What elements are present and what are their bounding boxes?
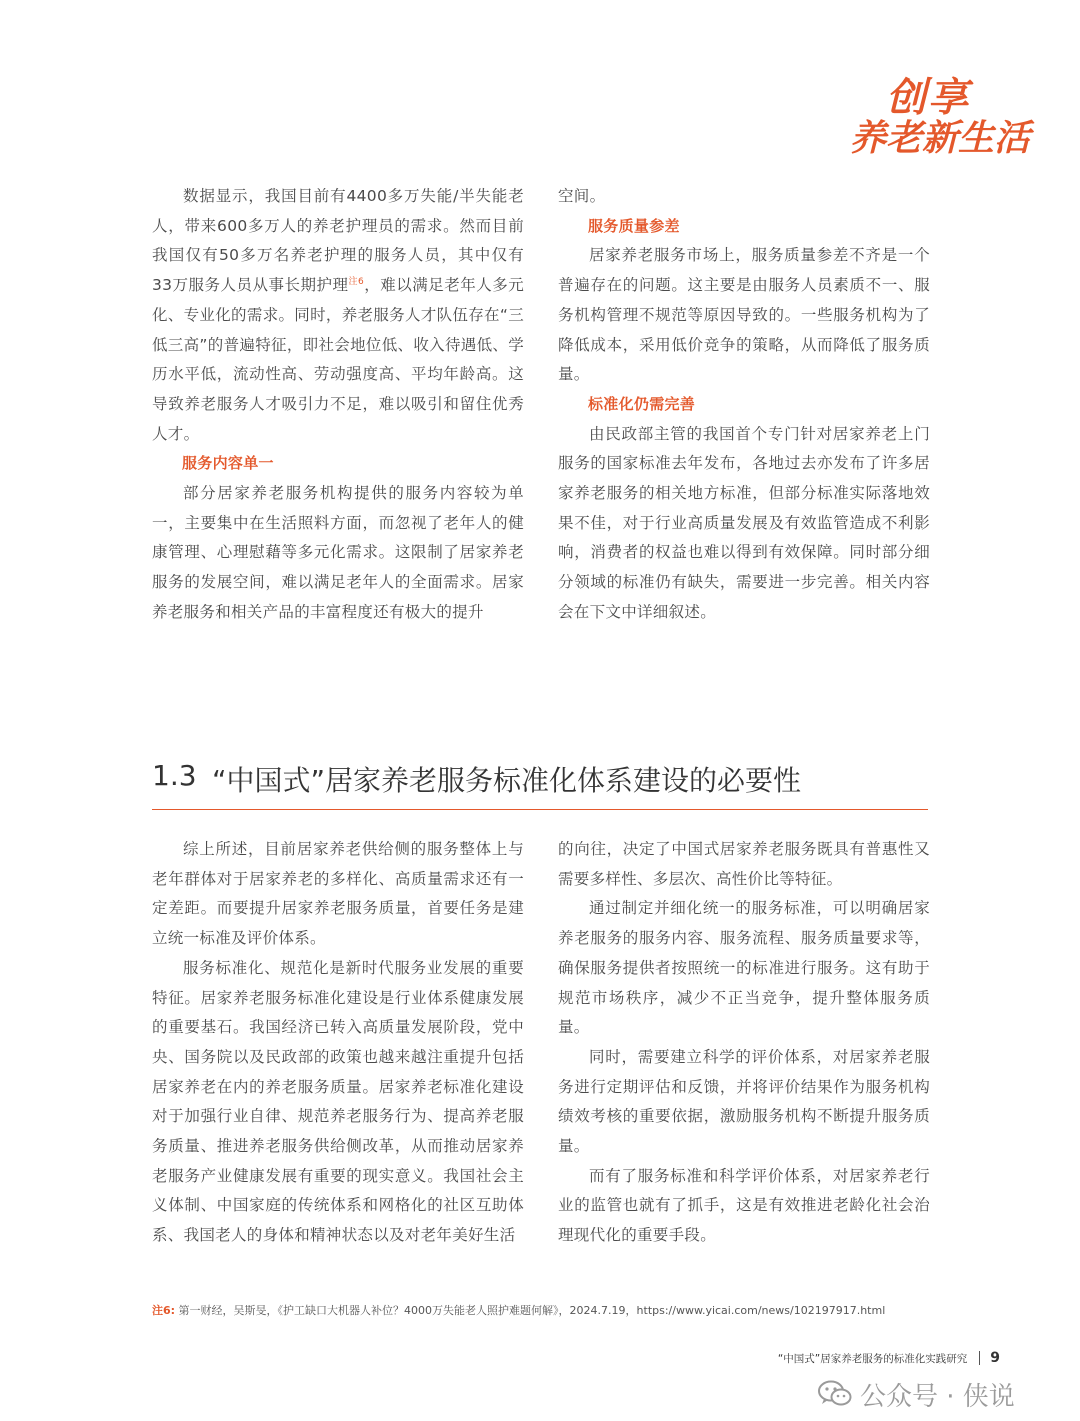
right-column-bottom <box>558 835 930 1251</box>
left-column-bottom <box>152 835 524 1251</box>
footnote <box>152 1302 932 1318</box>
paragraph: 而有了服务标准和科学评价体系，对居家养老行业的监管也就有了抓手，这是有效推进老龄化社会治理现代化的重要手段。 <box>558 1166 930 1245</box>
subheading-service-content: 服务内容单一 <box>182 454 274 473</box>
paragraph: 同时，需要建立科学的评价体系，对居家养老服务进行定期评估和反馈，并将评价结果作为服务机构绩效考核的重要依据，激励服务机构不断提升服务质量。 <box>558 1047 930 1156</box>
logo-line-1: 创享 <box>886 74 970 121</box>
page-footer <box>778 1350 1000 1366</box>
section-title: “中国式”居家养老服务标准化体系建设的必要性 <box>212 764 802 797</box>
paragraph: 数据显示，我国目前有4400多万失能/半失能老人，带来600多万人的养老护理员的需求。然而目前我国仅有50多万名养老护理的服务人员，其中仅有33万服务人员从事长期护理$^{注6}$，难以满足老年人多元化、专业化的需求。同时，养老服务人才队伍存在“三低三高”的普遍特征，即社会地位低、收入待遇低、学历水平低，流动性高、劳动强度高、平均年龄高。这导致养老服务人才吸引力不足，难以吸引和留住优秀人才。 <box>152 187 525 443</box>
wechat-icon <box>818 1380 852 1408</box>
footer-title: “中国式”居家养老服务的标准化实践研究 <box>777 1352 968 1365</box>
footnote-label: 注6: <box>152 1304 176 1317</box>
subheading-standardization: 标准化仍需完善 <box>588 394 696 413</box>
paragraph-continued: 空间。 <box>558 187 606 205</box>
footnote-text: 第一财经，吴斯旻，《护工缺口大机器人补位？4000万失能老人照护难题何解》，2024.7.19，https://www.yicai.com/news/102197917.html <box>175 1304 886 1317</box>
paragraph: 由民政部主管的我国首个专门针对居家养老上门服务的国家标准去年发布，各地过去亦发布了许多居家养老服务的相关地方标准，但部分标准实际落地效果不佳，对于行业高质量发展及有效监管造成不利影响，消费者的权益也难以得到有效保障。同时部分细分领域的标准仍有缺失，需要进一步完善。相关内容会在下文中详细叙述。 <box>558 424 930 621</box>
right-column-top <box>558 182 930 628</box>
footnote-reference[interactable]: 注6 <box>348 276 365 287</box>
logo-line-2: 养老新生活 <box>850 117 1031 159</box>
paragraph: 综上所述，目前居家养老供给侧的服务整体上与老年群体对于居家养老的多样化、高质量需求还有一定差距。而要提升居家养老服务质量，首要任务是建立统一标准及评价体系。 <box>152 840 524 948</box>
paragraph: 通过制定并细化统一的服务标准，可以明确居家养老服务的服务内容、服务流程、服务质量要求等，确保服务提供者按照统一的标准进行服务。这有助于规范市场秩序，减少不正当竞争，提升整体服务质量。 <box>558 899 930 1037</box>
section-number: 1.3 <box>152 759 197 792</box>
brand-logo <box>846 66 1031 162</box>
subheading-service-quality: 服务质量参差 <box>588 216 680 235</box>
paragraph: 居家养老服务市场上，服务质量参差不齐是一个普遍存在的问题。这主要是由服务人员素质不一、服务机构管理不规范等原因导致的。一些服务机构为了降低成本，采用低价竞争的策略，从而降低了服务质量。 <box>558 246 930 384</box>
paragraph: 服务标准化、规范化是新时代服务业发展的重要特征。居家养老服务标准化建设是行业体系健康发展的重要基石。我国经济已转入高质量发展阶段，党中央、国务院以及民政部的政策也越来越注重提升包括居家养老在内的养老服务质量。居家养老标准化建设对于加强行业自律、规范养老服务行为、提高养老服务质量、推进养老服务供给侧改革，从而推动居家养老服务产业健康发展有重要的现实意义。我国社会主义体制、中国家庭的传统体系和网格化的社区互助体系、我国老人的身体和精神状态以及对老年美好生活 <box>152 958 524 1245</box>
watermark-text: 公众号 · 侠说 <box>860 1381 1015 1412</box>
page-number: 9 <box>990 1350 1000 1366</box>
left-column-top <box>152 182 524 628</box>
footer-divider <box>979 1351 980 1365</box>
section-heading <box>152 755 928 810</box>
paragraph: 部分居家养老服务机构提供的服务内容较为单一，主要集中在生活照料方面，而忽视了老年人的健康管理、心理慰藉等多元化需求。这限制了居家养老服务的发展空间，难以满足老年人的全面需求。居家养老服务和相关产品的丰富程度还有极大的提升 <box>152 484 524 621</box>
paragraph-continued: 的向往，决定了中国式居家养老服务既具有普惠性又需要多样性、多层次、高性价比等特征。 <box>558 840 930 888</box>
watermark <box>818 1376 1015 1412</box>
